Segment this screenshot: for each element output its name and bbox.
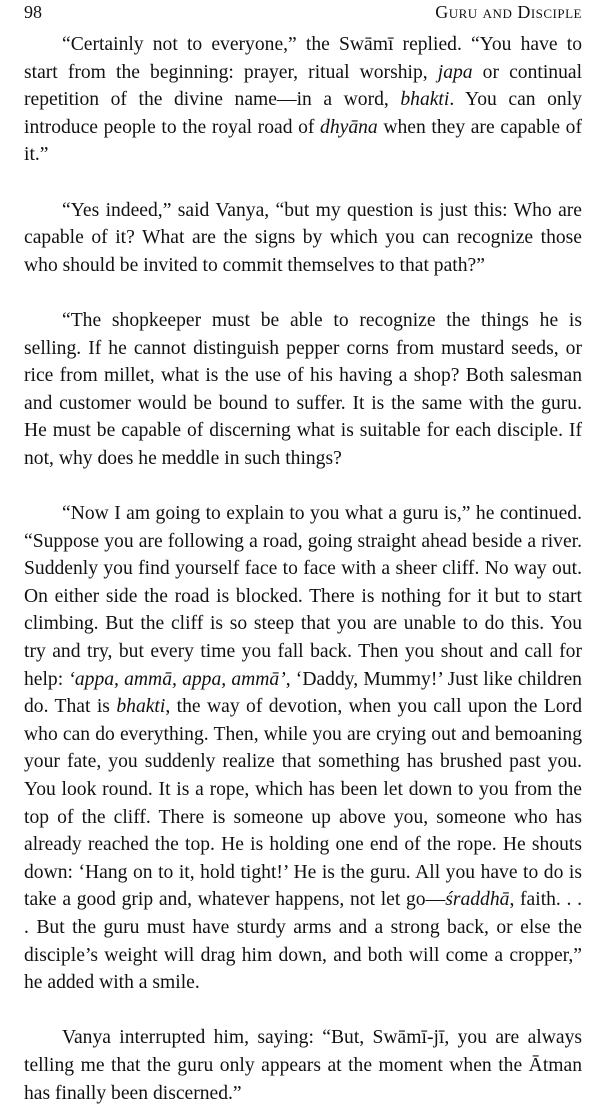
body-text bbox=[24, 31, 582, 1107]
paragraph bbox=[24, 307, 582, 473]
text-run: . You can only introduce people to the royal road of bbox=[24, 89, 582, 138]
italic-run: dhyāna bbox=[320, 116, 378, 138]
text-run: “Certainly not to everyone,” the Swāmī replied. “You have to start from the beginning: prayer, ritual worship, bbox=[24, 34, 582, 83]
paragraph bbox=[24, 1024, 582, 1107]
page-header bbox=[24, 2, 582, 24]
italic-run: śraddhā bbox=[445, 889, 510, 911]
text-run: “Now I am going to explain to you what a guru is,” he continued. “Suppose you are following a road, going straight ahead beside a river. Suddenly you find yourself face to face with a sheer cliff. No way out. On either side the road is blocked. There is nothing for it but to start climbing. But the cliff is so steep that you are unable to do this. You try and try, but every time you fall back. Then you shout and call for help: bbox=[24, 503, 582, 690]
paragraph bbox=[24, 500, 582, 997]
text-run: “Yes indeed,” said Vanya, “but my question is just this: Who are capable of it? What are the signs by which you can recognize those who should be invited to commit themselves to that path?” bbox=[24, 199, 582, 276]
text-run: , faith. . . . But the guru must have sturdy arms and a strong back, or else the disciple’s weight will drag him down, and both will come a cropper,” he added with a smile. bbox=[24, 889, 582, 994]
text-run: or continual repetition of the divine name—in a word, bbox=[24, 61, 583, 111]
running-head: Guru and Disciple bbox=[435, 2, 582, 22]
text-run: when they are capable of it.” bbox=[24, 116, 583, 166]
italic-run: japa bbox=[437, 61, 473, 83]
italic-run: ‘appa, ammā, appa, ammā’ bbox=[68, 668, 286, 690]
text-run: Vanya interrupted him, saying: “But, Swāmī-jī, you are always telling me that the guru only appears at the moment when the Ātman has finally been discerned.” bbox=[24, 1027, 582, 1104]
page-number: 98 bbox=[24, 2, 42, 22]
paragraph bbox=[24, 197, 582, 280]
paragraph bbox=[24, 31, 582, 169]
text-run: , ‘Daddy, Mummy!’ Just like children do. That is bbox=[24, 668, 582, 718]
text-run: , the way of devotion, when you call upon the Lord who can do everything. Then, while you are crying out and bemoaning your fate, you suddenly realize that something has brushed past you. You look round. It is a rope, which has been let down to you from the top of the cliff. There is someone up above you, someone who has already reached the top. He is holding one end of the rope. He shouts down: ‘Hang on to it, hold tight!’ He is the guru. All you have to do is take a good grip and, whatever happens, not let go— bbox=[24, 696, 583, 911]
italic-run: bhakti bbox=[116, 696, 166, 718]
italic-run: bhakti bbox=[400, 89, 450, 111]
text-run: “The shopkeeper must be able to recognize the things he is selling. If he cannot distinguish pepper corns from mustard seeds, or rice from millet, what is the use of his having a shop? Both salesman and customer would be bound to suffer. It is the same with the guru. He must be capable of discerning what is suitable for each disciple. If not, why does he meddle in such things? bbox=[24, 309, 582, 469]
